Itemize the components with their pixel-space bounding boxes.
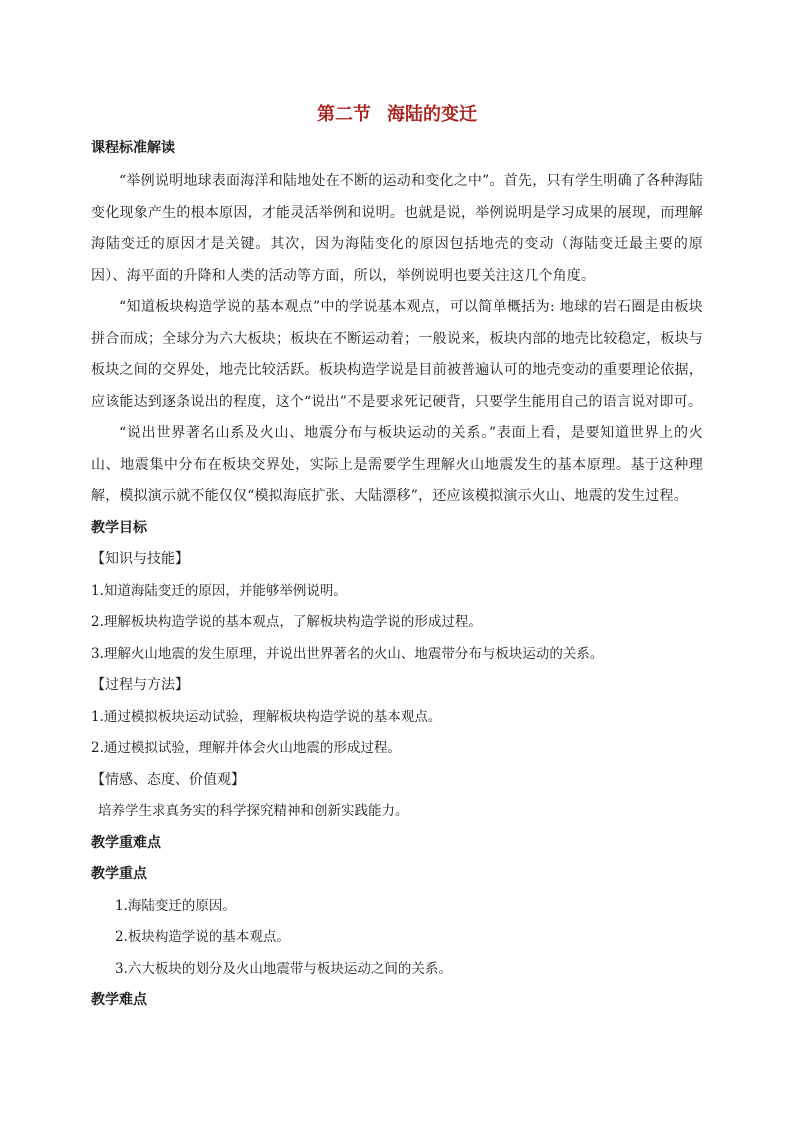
emotion-heading: 【情感、态度、价值观】 [91, 771, 245, 788]
key-item-3: 3.六大板块的划分及火山地震带与板块运动之间的关系。 [115, 960, 452, 977]
key-item-1: 1.海陆变迁的原因。 [115, 897, 236, 914]
document-page [91, 98, 703, 1017]
section-name: 海陆的变迁 [387, 104, 477, 125]
standard-paragraph-2: “知道板块构造学说的基本观点”中的学说基本观点，可以简单概括为: 地球的岩石圈是由板块拼合而成；全球分为六大板块；板块在不断运动着；一般说来，板块内部的地壳比较稳定，板块与板块之间的交界处，地壳比较活跃。板块构造学说是目前被普遍认可的地壳变动的重要理论依据，应该能达到逐条说出的程度，这个“说出”不是要求死记硬背，只要学生能用自己的语言说对即可。 [91, 299, 703, 410]
standard-paragraph-1: “举例说明地球表面海洋和陆地处在不断的运动和变化之中”。首先，只有学生明确了各种海陆变化现象产生的根本原因，才能灵活举例和说明。也就是说，举例说明是学习成果的展现，而理解海陆变迁的原因才是关键。其次，因为海陆变化的原因包括地壳的变动（海陆变迁最主要的原因）、海平面的升降和人类的活动等方面，所以，举例说明也要关注这几个角度。 [91, 173, 703, 284]
knowledge-item-1: 1.知道海陆变迁的原因，并能够举例说明。 [91, 582, 347, 599]
standard-heading: 课程标准解读 [91, 140, 175, 156]
process-item-1: 1.通过模拟板块运动试验，理解板块构造学说的基本观点。 [91, 708, 442, 725]
difficult-heading: 教学难点 [91, 992, 147, 1008]
goals-heading: 教学目标 [91, 519, 147, 536]
standard-paragraph-3: “说出世界著名山系及火山、地震分布与板块运动的关系。”表面上看，是要知道世界上的火山、地震集中分布在板块交界处，实际上是需要学生理解火山地震发生的基本原理。基于这种理解，模拟演示就不能仅仅“模拟海底扩张、大陆漂移”，还应该模拟演示火山、地震的发生过程。 [91, 425, 703, 504]
page-title [91, 102, 703, 128]
section-number: 第二节 [317, 104, 371, 125]
emotion-item-1: 培养学生求真务实的科学探究精神和创新实践能力。 [98, 803, 409, 819]
key-item-2: 2.板块构造学说的基本观点。 [115, 929, 290, 945]
key-heading: 教学重点 [91, 866, 147, 882]
process-item-2: 2.通过模拟试验，理解并体会火山地震的形成过程。 [91, 740, 401, 756]
key-difficult-heading: 教学重难点 [91, 834, 161, 851]
process-heading: 【过程与方法】 [91, 677, 189, 693]
knowledge-item-2: 2.理解板块构造学说的基本观点，了解板块构造学说的形成过程。 [91, 614, 482, 630]
knowledge-item-3: 3.理解火山地震的发生原理，并说出世界著名的火山、地震带分布与板块运动的关系。 [91, 645, 604, 662]
knowledge-heading: 【知识与技能】 [91, 551, 189, 567]
